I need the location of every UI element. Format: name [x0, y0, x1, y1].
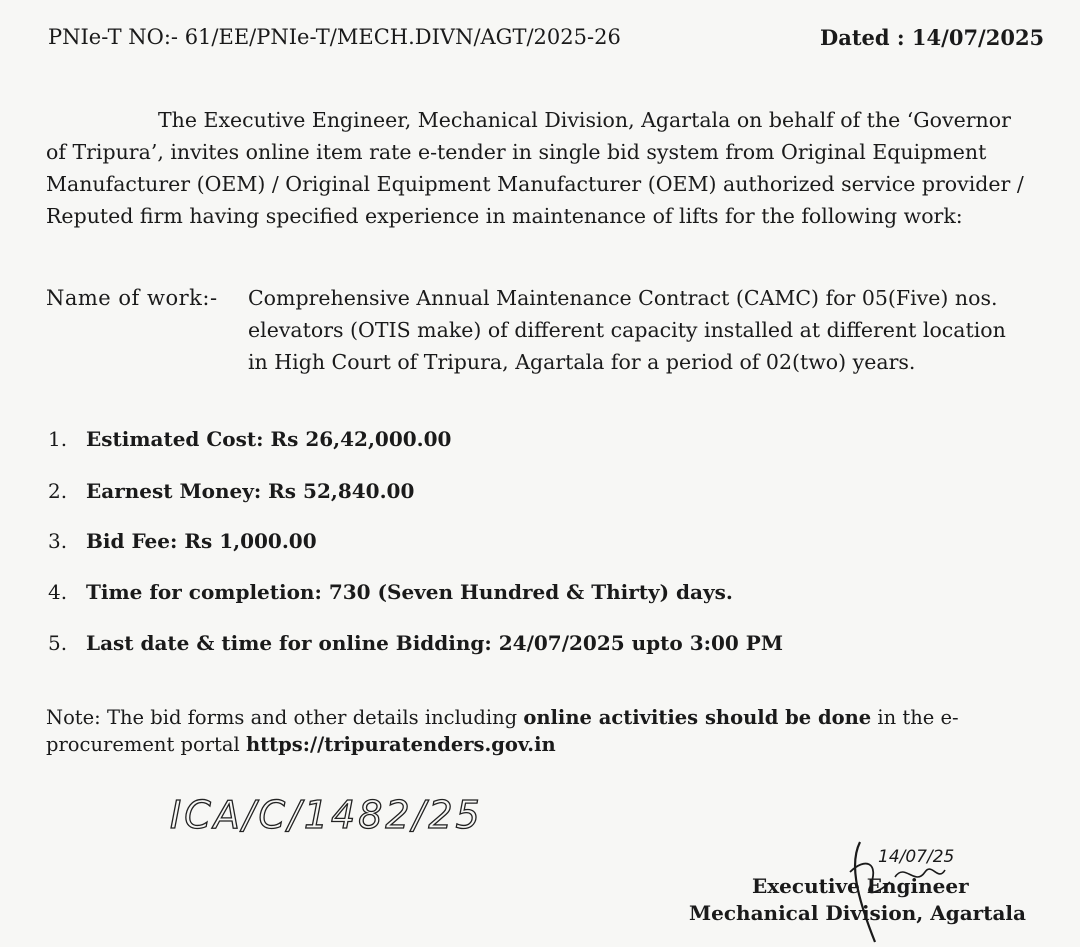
- note-prefix: Note:: [46, 706, 101, 729]
- item-text: Time for completion: 730 (Seven Hundred & Thirty) days.: [86, 580, 733, 604]
- name-of-work-line: in High Court of Tripura, Agartala for a period of 02(two) years.: [248, 350, 916, 374]
- reference-number: PNIe-T NO:- 61/EE/PNIe-T/MECH.DIVN/AGT/2025-26: [48, 25, 621, 49]
- item-text: Last date & time for online Bidding: 24/07/2025 upto 3:00 PM: [86, 631, 783, 655]
- tender-item: [48, 529, 317, 553]
- tender-item: [48, 631, 783, 655]
- item-number: 2.: [48, 479, 68, 503]
- signatory-title: Executive Engineer: [752, 874, 969, 898]
- name-of-work-line: elevators (OTIS make) of different capacity installed at different location: [248, 318, 1006, 342]
- intro-line: Manufacturer (OEM) / Original Equipment Manufacturer (OEM) authorized service provider /: [46, 172, 1024, 196]
- intro-paragraph: [46, 104, 1036, 234]
- intro-line: The Executive Engineer, Mechanical Division, Agartala on behalf of the ‘Governor: [158, 108, 1011, 132]
- portal-url[interactable]: https://tripuratenders.gov.in: [245, 733, 556, 756]
- note-text: The bid forms and other details including: [100, 706, 524, 729]
- tender-item: [48, 427, 451, 451]
- item-number: 1.: [48, 427, 68, 451]
- handwritten-reference-text: ICA/C/1482/25: [170, 793, 483, 837]
- tender-item: [48, 580, 733, 604]
- note-line-2: [46, 733, 556, 756]
- signature-date: 14/07/25: [878, 847, 955, 867]
- item-text: Estimated Cost: Rs 26,42,000.00: [86, 427, 452, 451]
- signatory-office: Mechanical Division, Agartala: [689, 901, 1026, 925]
- bleed-through-text: [560, 62, 565, 81]
- note-emphasis: online activities should be done: [523, 706, 872, 729]
- intro-line: Reputed firm having specified experience in maintenance of lifts for the following work:: [46, 204, 963, 228]
- item-number: 5.: [48, 631, 68, 655]
- name-of-work-label: Name of work:-: [46, 286, 218, 310]
- name-of-work-line: Comprehensive Annual Maintenance Contract (CAMC) for 05(Five) nos.: [248, 286, 998, 310]
- item-text: Earnest Money: Rs 52,840.00: [86, 479, 415, 503]
- item-text: Bid Fee: Rs 1,000.00: [86, 529, 317, 553]
- note-text: in the e-: [871, 706, 959, 729]
- handwritten-reference: [160, 780, 500, 850]
- item-number: 4.: [48, 580, 68, 604]
- intro-line: of Tripura’, invites online item rate e-tender in single bid system from Original Equipment: [46, 140, 987, 164]
- dated: Dated : 14/07/2025: [820, 25, 1045, 50]
- tender-item: [48, 479, 414, 503]
- item-number: 3.: [48, 529, 68, 553]
- note-line-1: [46, 706, 959, 729]
- note-text: procurement portal: [46, 733, 246, 756]
